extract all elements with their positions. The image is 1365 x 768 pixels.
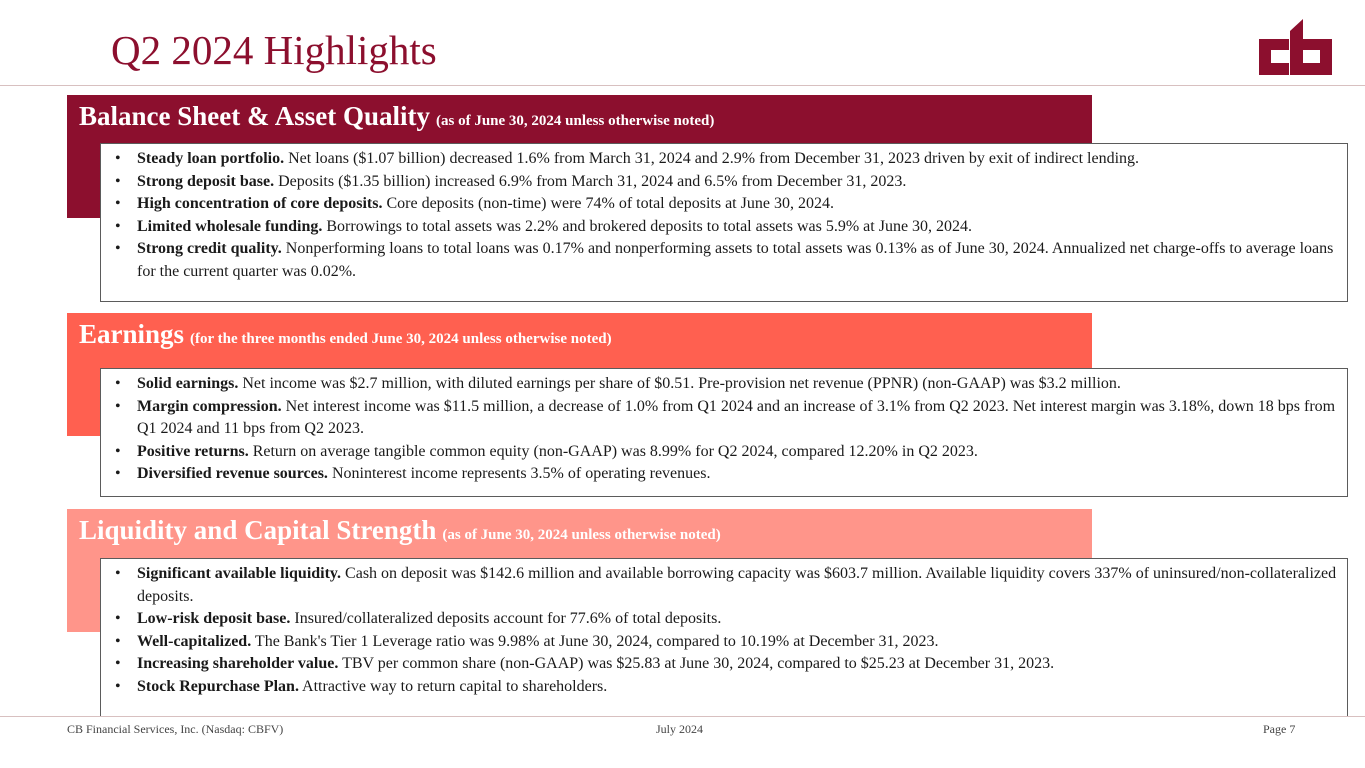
bullet-lead: Well-capitalized. bbox=[137, 632, 252, 650]
bullet-text: Deposits ($1.35 billion) increased 6.9% from March 31, 2024 and 6.5% from December 31, 2023. bbox=[274, 172, 907, 190]
footer-page-number: Page 7 bbox=[1263, 722, 1296, 736]
list-item bbox=[111, 216, 1337, 239]
bullet-lead: Increasing shareholder value. bbox=[137, 655, 339, 672]
bullet-text: Attractive way to return capital to shareholders. bbox=[298, 677, 608, 695]
bullet-list bbox=[111, 373, 1337, 486]
page-title: Q2 2024 Highlights bbox=[111, 27, 437, 73]
list-item bbox=[111, 396, 1337, 441]
bullet-list bbox=[111, 148, 1337, 283]
title-divider bbox=[0, 85, 1365, 86]
bullet-lead: Low-risk deposit base. bbox=[137, 610, 291, 627]
bullet-text: TBV per common share (non-GAAP) was $25.83 at June 30, 2024, compared to $25.23 at December 31, 2023. bbox=[338, 655, 1055, 672]
list-item bbox=[111, 608, 1337, 631]
section-subheading: (as of June 30, 2024 unless otherwise noted) bbox=[436, 113, 715, 129]
bullet-text: Net interest income was $11.5 million, a decrease of 1.0% from Q1 2024 and an increase of 3.1% from Q2 2023. Net interest margin was 3.18%, down 18 bps from Q1 2024 and 11 bps from Q2 2023. bbox=[137, 397, 1336, 437]
section-content-balance-sheet bbox=[100, 143, 1348, 302]
list-item bbox=[111, 171, 1337, 194]
footer-divider bbox=[0, 716, 1365, 717]
bullet-text: Nonperforming loans to total loans was 0.17% and nonperforming assets to total assets was 0.13% as of June 30, 2024. Annualized net charge-offs to average loans for the current quarter was 0.02%. bbox=[137, 240, 1334, 280]
bullet-text: Net income was $2.7 million, with diluted earnings per share of $0.51. Pre-provision net revenue (PPNR) (non-GAAP) was $3.2 million. bbox=[238, 375, 1121, 392]
bullet-lead: Positive returns. bbox=[137, 442, 249, 460]
list-item bbox=[111, 563, 1337, 608]
section-heading: Liquidity and Capital Strength (as of June 30, 2024 unless otherwise noted) bbox=[79, 515, 721, 545]
list-item bbox=[111, 238, 1337, 283]
section-content-earnings bbox=[100, 368, 1348, 497]
footer-company: CB Financial Services, Inc. (Nasdaq: CBFV) bbox=[67, 722, 284, 736]
bullet-lead: Stock Repurchase Plan. bbox=[137, 677, 299, 695]
bullet-text: Borrowings to total assets was 2.2% and brokered deposits to total assets was 5.9% at June 30, 2024. bbox=[322, 217, 973, 235]
bullet-lead: Steady loan portfolio. bbox=[137, 150, 285, 167]
cb-logo-icon bbox=[1259, 17, 1333, 77]
bullet-text: Insured/collateralized deposits account for 77.6% of total deposits. bbox=[290, 610, 722, 627]
bullet-lead: Limited wholesale funding. bbox=[137, 217, 323, 235]
section-heading: Earnings (for the three months ended June 30, 2024 unless otherwise noted) bbox=[79, 319, 612, 349]
section-heading: Balance Sheet & Asset Quality (as of June 30, 2024 unless otherwise noted) bbox=[79, 101, 715, 131]
bullet-lead: Significant available liquidity. bbox=[137, 565, 342, 582]
bullet-text: Noninterest income represents 3.5% of operating revenues. bbox=[327, 465, 711, 482]
bullet-lead: Strong deposit base. bbox=[137, 172, 275, 190]
list-item bbox=[111, 148, 1337, 171]
bullet-text: The Bank's Tier 1 Leverage ratio was 9.98% at June 30, 2024, compared to 10.19% at December 31, 2023. bbox=[251, 632, 939, 650]
list-item bbox=[111, 193, 1337, 216]
bullet-lead: Margin compression. bbox=[137, 397, 282, 415]
section-subheading: (as of June 30, 2024 unless otherwise noted) bbox=[442, 527, 721, 543]
bullet-text: Return on average tangible common equity (non-GAAP) was 8.99% for Q2 2024, compared 12.20% in Q2 2023. bbox=[248, 442, 978, 460]
list-item bbox=[111, 373, 1337, 396]
list-item bbox=[111, 631, 1337, 654]
bullet-text: Core deposits (non-time) were 74% of total deposits at June 30, 2024. bbox=[382, 195, 834, 212]
bullet-lead: Diversified revenue sources. bbox=[137, 465, 328, 482]
bullet-lead: High concentration of core deposits. bbox=[137, 195, 383, 212]
footer-date: July 2024 bbox=[656, 722, 704, 736]
section-content-liquidity bbox=[100, 558, 1348, 717]
bullet-lead: Solid earnings. bbox=[137, 375, 239, 392]
bullet-text: Net loans ($1.07 billion) decreased 1.6% from March 31, 2024 and 2.9% from December 31, 2023 driven by exit of indirect lending. bbox=[284, 150, 1140, 167]
list-item bbox=[111, 463, 1337, 486]
list-item bbox=[111, 441, 1337, 464]
bullet-lead: Strong credit quality. bbox=[137, 240, 282, 257]
section-subheading: (for the three months ended June 30, 2024 unless otherwise noted) bbox=[190, 331, 612, 347]
bullet-text: Cash on deposit was $142.6 million and available borrowing capacity was $603.7 million. Available liquidity covers 337% of uninsured/non-collateralized deposits. bbox=[137, 565, 1337, 605]
bullet-list bbox=[111, 563, 1337, 698]
list-item bbox=[111, 653, 1337, 676]
list-item bbox=[111, 676, 1337, 699]
